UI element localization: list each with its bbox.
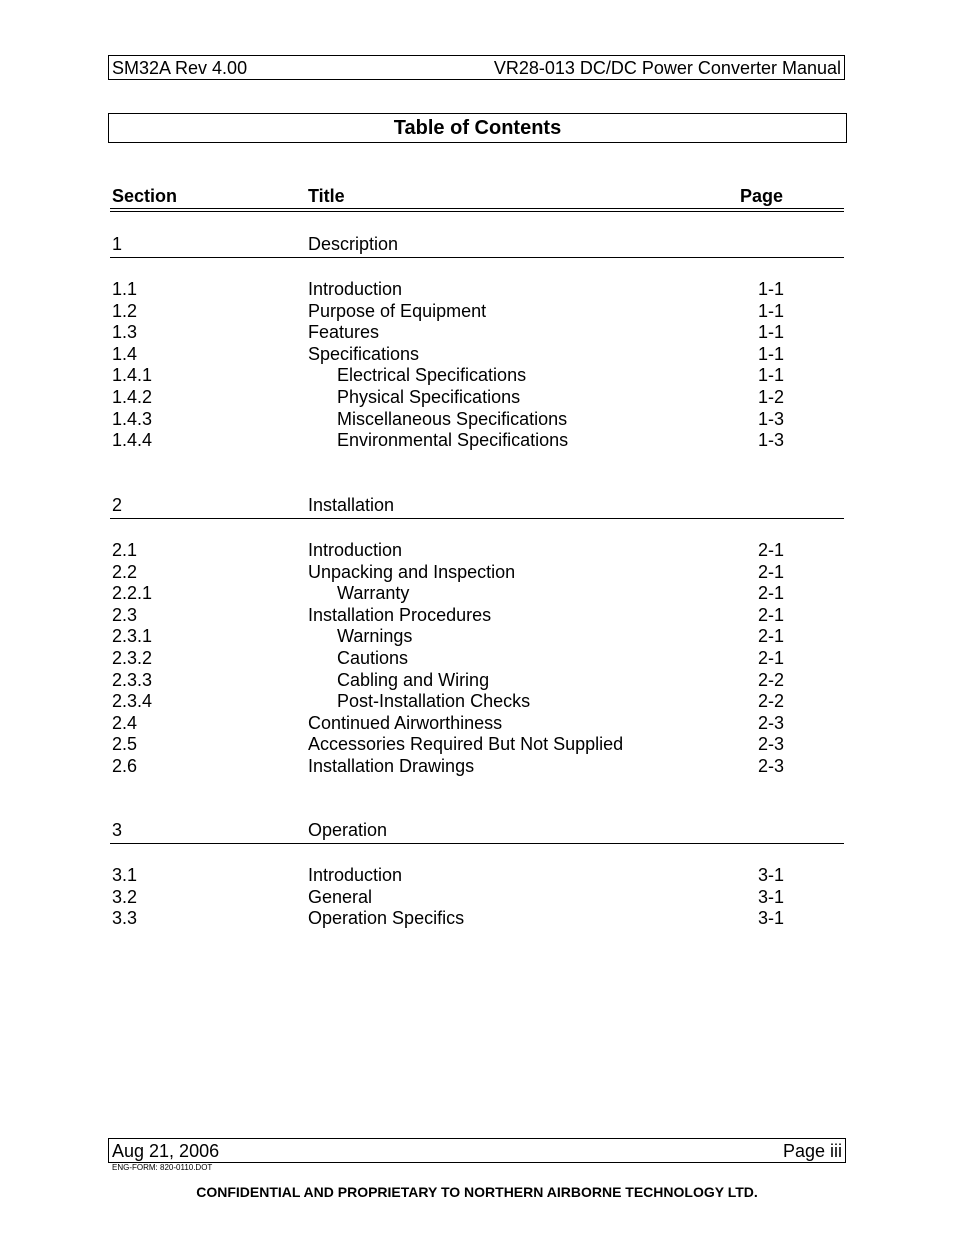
toc-entry-title: Electrical Specifications bbox=[337, 365, 527, 386]
toc-entry[interactable] bbox=[0, 713, 954, 735]
chapter-number: 3 bbox=[112, 820, 123, 840]
chapter-rule bbox=[110, 257, 844, 258]
toc-entry-page: 1-3 bbox=[758, 430, 785, 451]
toc-entry-section: 1.4.2 bbox=[112, 387, 153, 407]
toc-entry[interactable] bbox=[0, 322, 954, 344]
toc-entry-section: 2.1 bbox=[112, 540, 138, 560]
toc-entry-page: 3-1 bbox=[758, 886, 785, 907]
toc-entry-page: 1-1 bbox=[758, 322, 785, 343]
chapter-number: 2 bbox=[112, 495, 123, 515]
column-header-section: Section bbox=[112, 186, 178, 206]
chapter-number: 1 bbox=[112, 234, 123, 254]
toc-entry-section: 1.2 bbox=[112, 300, 138, 321]
chapter-title: Installation bbox=[308, 495, 395, 515]
toc-entry[interactable] bbox=[0, 626, 954, 648]
toc-entry-page: 2-1 bbox=[758, 604, 785, 625]
toc-entry[interactable] bbox=[0, 583, 954, 605]
toc-entry-section: 3.2 bbox=[112, 886, 138, 907]
toc-entry-page: 2-1 bbox=[758, 648, 785, 668]
toc-entry-title: Warnings bbox=[337, 626, 413, 647]
toc-entry[interactable] bbox=[0, 562, 954, 584]
toc-entry-page: 1-1 bbox=[758, 300, 785, 321]
toc-entry-section: 2.6 bbox=[112, 756, 138, 776]
toc-entry[interactable] bbox=[0, 605, 954, 627]
toc-entry-section: 2.3 bbox=[112, 604, 138, 625]
toc-entry[interactable] bbox=[0, 734, 954, 756]
toc-entry-section: 3.3 bbox=[112, 908, 138, 929]
toc-entry-page: 2-3 bbox=[758, 734, 785, 755]
toc-entry-title: General bbox=[308, 886, 373, 907]
form-number: ENG-FORM: 820-0110.DOT bbox=[112, 1163, 213, 1172]
toc-entry[interactable] bbox=[0, 409, 954, 431]
chapter-title: Description bbox=[308, 234, 399, 254]
toc-entry-title: Specifications bbox=[308, 343, 420, 364]
toc-entry-section: 1.4.1 bbox=[112, 365, 153, 386]
toc-entry[interactable] bbox=[0, 670, 954, 692]
toc-entry-section: 2.2.1 bbox=[112, 583, 153, 604]
toc-entry-section: 2.3.3 bbox=[112, 669, 153, 690]
toc-entry[interactable] bbox=[0, 365, 954, 387]
toc-entry[interactable] bbox=[0, 887, 954, 909]
chapter-rule bbox=[110, 843, 844, 844]
toc-entry-section: 1.4 bbox=[112, 343, 138, 364]
footer-page-number: Page iii bbox=[782, 1141, 842, 1161]
toc-entry[interactable] bbox=[0, 301, 954, 323]
toc-entry-page: 2-1 bbox=[758, 561, 785, 582]
column-header-page: Page bbox=[740, 186, 784, 206]
chapter-title: Operation bbox=[308, 820, 388, 840]
toc-entry-page: 3-1 bbox=[758, 865, 785, 885]
toc-entry-title: Warranty bbox=[337, 583, 410, 604]
toc-entry[interactable] bbox=[0, 344, 954, 366]
toc-entry[interactable] bbox=[0, 430, 954, 452]
toc-entry-title: Installation Procedures bbox=[308, 604, 492, 625]
toc-entry-title: Accessories Required But Not Supplied bbox=[308, 734, 624, 755]
toc-entry-page: 1-1 bbox=[758, 343, 785, 364]
toc-entry-page: 1-3 bbox=[758, 408, 785, 429]
header-double-rule bbox=[110, 208, 844, 212]
toc-entry[interactable] bbox=[0, 756, 954, 778]
toc-entry[interactable] bbox=[0, 387, 954, 409]
chapter-rule bbox=[110, 518, 844, 519]
page-header bbox=[108, 55, 845, 80]
toc-entry-title: Features bbox=[308, 322, 380, 343]
toc-entry-title: Cautions bbox=[337, 648, 409, 668]
toc-entry-page: 1-1 bbox=[758, 365, 785, 386]
toc-entry-section: 2.5 bbox=[112, 734, 138, 755]
toc-entry-title: Continued Airworthiness bbox=[308, 712, 503, 733]
toc-entry[interactable] bbox=[0, 279, 954, 301]
toc-entry-section: 1.3 bbox=[112, 322, 138, 343]
toc-entry-title: Introduction bbox=[308, 279, 403, 299]
toc-title: Table of Contents bbox=[108, 113, 847, 143]
toc-entry-page: 2-1 bbox=[758, 583, 785, 604]
toc-entry-page: 2-2 bbox=[758, 669, 785, 690]
header-doc-rev: SM32A Rev 4.00 bbox=[112, 58, 248, 78]
toc-entry-section: 1.4.3 bbox=[112, 408, 153, 429]
toc-entry[interactable] bbox=[0, 691, 954, 713]
toc-entry-page: 1-2 bbox=[758, 387, 785, 407]
toc-entry[interactable] bbox=[0, 865, 954, 887]
toc-entry-page: 2-2 bbox=[758, 691, 785, 712]
toc-entry-title: Unpacking and Inspection bbox=[308, 561, 516, 582]
toc-entry-page: 3-1 bbox=[758, 908, 785, 929]
toc-entry[interactable] bbox=[0, 540, 954, 562]
toc-entry-title: Introduction bbox=[308, 865, 403, 885]
toc-entry-section: 1.1 bbox=[112, 279, 138, 299]
toc-entry-page: 2-1 bbox=[758, 540, 785, 560]
page-footer bbox=[108, 1138, 846, 1163]
toc-entry-section: 2.3.4 bbox=[112, 691, 153, 712]
footer-date: Aug 21, 2006 bbox=[112, 1141, 220, 1161]
toc-entry-title: Operation Specifics bbox=[308, 908, 465, 929]
toc-entry-title: Physical Specifications bbox=[337, 387, 521, 407]
toc-entry-section: 2.4 bbox=[112, 712, 138, 733]
column-header-title: Title bbox=[308, 186, 345, 206]
toc-entry-title: Purpose of Equipment bbox=[308, 300, 487, 321]
toc-entry-section: 3.1 bbox=[112, 865, 138, 885]
toc-entry-page: 1-1 bbox=[758, 279, 785, 299]
toc-entry-page: 2-3 bbox=[758, 756, 785, 776]
toc-entry[interactable] bbox=[0, 908, 954, 930]
toc-entry-section: 2.3.1 bbox=[112, 626, 153, 647]
toc-entry-title: Cabling and Wiring bbox=[337, 669, 490, 690]
toc-entry-title: Installation Drawings bbox=[308, 756, 475, 776]
toc-entry-section: 2.3.2 bbox=[112, 648, 153, 668]
toc-entry-section: 1.4.4 bbox=[112, 430, 153, 451]
header-doc-title: VR28-013 DC/DC Power Converter Manual bbox=[493, 58, 841, 78]
toc-entry-page: 2-1 bbox=[758, 626, 785, 647]
toc-entry-title: Miscellaneous Specifications bbox=[337, 408, 568, 429]
toc-entry[interactable] bbox=[0, 648, 954, 670]
toc-entry-title: Environmental Specifications bbox=[337, 430, 569, 451]
toc-entry-title: Introduction bbox=[308, 540, 403, 560]
toc-entry-section: 2.2 bbox=[112, 561, 138, 582]
confidential-notice: CONFIDENTIAL AND PROPRIETARY TO NORTHERN AIRBORNE TECHNOLOGY LTD. bbox=[196, 1184, 758, 1200]
toc-entry-page: 2-3 bbox=[758, 712, 785, 733]
toc-entry-title: Post-Installation Checks bbox=[337, 691, 531, 712]
